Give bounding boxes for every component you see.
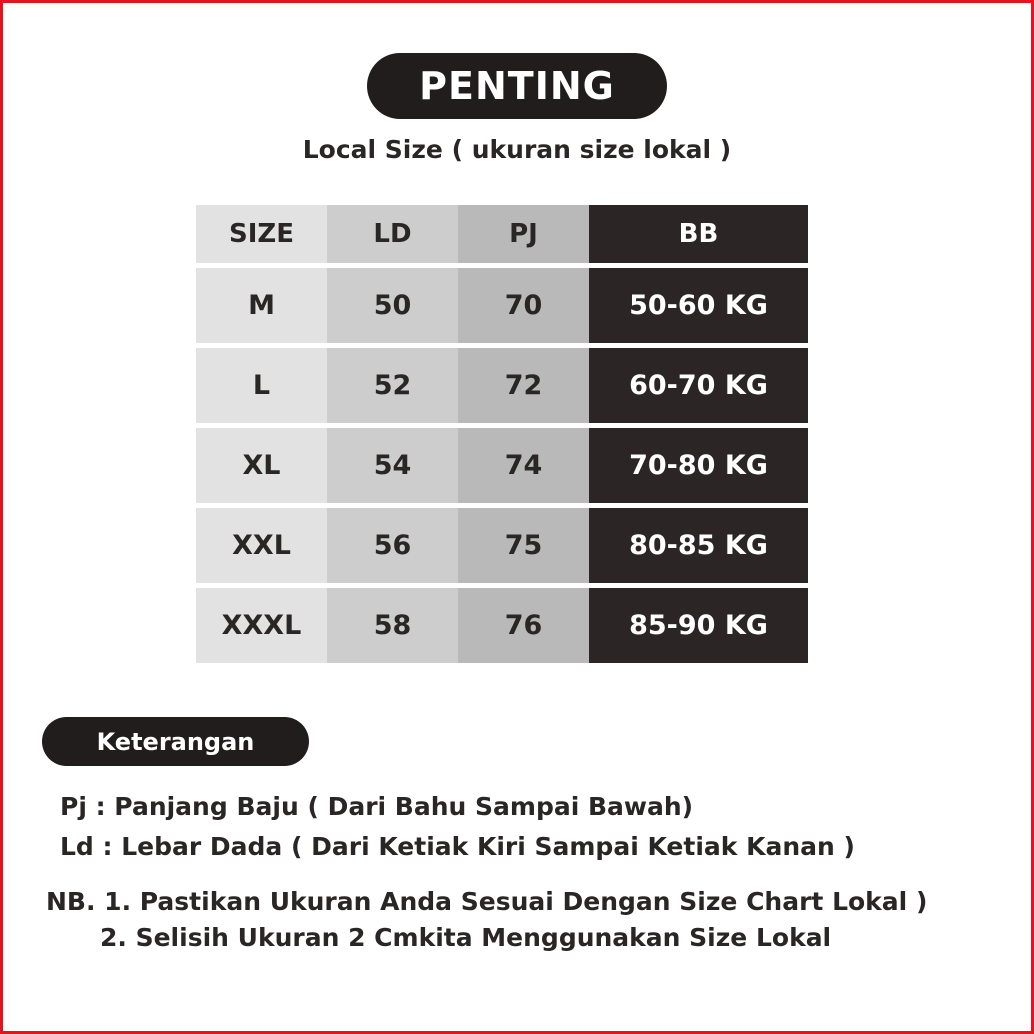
definition-pj: Pj : Panjang Baju ( Dari Bahu Sampai Bawah) [60, 792, 694, 821]
size-table [196, 205, 808, 663]
cell-ld: 54 [327, 428, 458, 503]
cell-pj: 74 [458, 428, 589, 503]
cell-size: XL [196, 428, 327, 503]
table-row [196, 268, 808, 343]
notes-label-badge [42, 717, 309, 766]
table-header-row [196, 205, 808, 263]
subtitle: Local Size ( ukuran size lokal ) [302, 135, 732, 164]
nb-line-1: NB. 1. Pastikan Ukuran Anda Sesuai Dengan Size Chart Lokal ) [46, 887, 928, 916]
table-row [196, 428, 808, 503]
cell-ld: 56 [327, 508, 458, 583]
cell-bb: 60-70 KG [589, 348, 808, 423]
cell-size: M [196, 268, 327, 343]
page-title-badge [367, 53, 667, 119]
definition-ld: Ld : Lebar Dada ( Dari Ketiak Kiri Sampai Ketiak Kanan ) [60, 832, 855, 861]
cell-ld: 58 [327, 588, 458, 663]
header-pj: PJ [458, 205, 589, 263]
table-row [196, 348, 808, 423]
cell-pj: 72 [458, 348, 589, 423]
table-row [196, 588, 808, 663]
header-ld: LD [327, 205, 458, 263]
table-row [196, 508, 808, 583]
cell-size: XXL [196, 508, 327, 583]
cell-size: XXXL [196, 588, 327, 663]
cell-bb: 50-60 KG [589, 268, 808, 343]
cell-bb: 85-90 KG [589, 588, 808, 663]
header-bb: BB [589, 205, 808, 263]
page-title: PENTING [419, 64, 615, 108]
cell-bb: 80-85 KG [589, 508, 808, 583]
cell-ld: 50 [327, 268, 458, 343]
cell-ld: 52 [327, 348, 458, 423]
cell-pj: 76 [458, 588, 589, 663]
notes-label: Keterangan [96, 727, 255, 756]
nb-line-2: 2. Selisih Ukuran 2 Cmkita Menggunakan Size Lokal [100, 923, 832, 952]
cell-pj: 75 [458, 508, 589, 583]
cell-bb: 70-80 KG [589, 428, 808, 503]
cell-pj: 70 [458, 268, 589, 343]
header-size: SIZE [196, 205, 327, 263]
cell-size: L [196, 348, 327, 423]
